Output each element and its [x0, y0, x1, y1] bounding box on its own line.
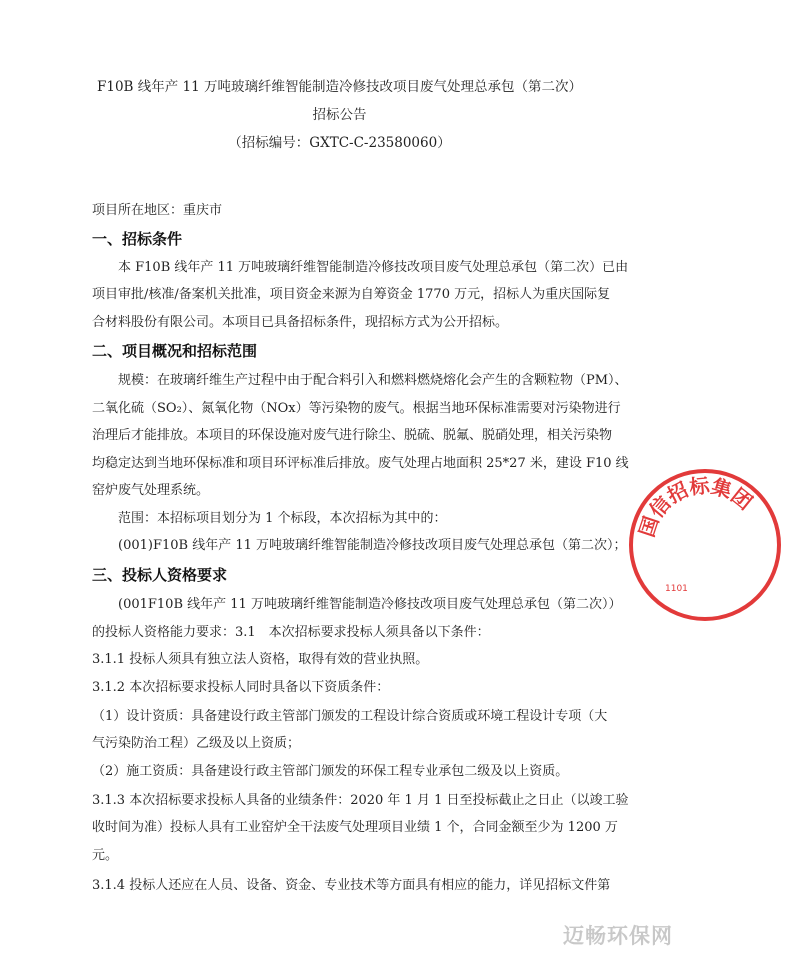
section3-line: 元。 [92, 848, 119, 863]
doc-subtitle: 招标公告 [312, 107, 367, 123]
seal-text: 国信招标集团 [634, 473, 758, 540]
section2-line: 规模：在玻璃纤维生产过程中由于配合料引入和燃料燃烧熔化会产生的含颗粒物（PM）、 [118, 373, 628, 388]
section3-line: 3.1.2 本次招标要求投标人同时具备以下资质条件： [92, 680, 390, 695]
section1-line: 项目审批/核准/备案机关批准，项目资金来源为自筹资金 1770 万元，招标人为重庆国际复 [92, 287, 611, 302]
section2-line: (001)F10B 线年产 11 万吨玻璃纤维智能制造冷修技改项目废气处理总承包（第二次）； [118, 538, 627, 553]
section1-heading: 一、招标条件 [92, 230, 183, 248]
section3-heading: 三、投标人资格要求 [92, 566, 228, 584]
doc-title: F10B 线年产 11 万吨玻璃纤维智能制造冷修技改项目废气处理总承包（第二次） [96, 79, 583, 95]
section3-line: （1）设计资质：具备建设行政主管部门颁发的工程设计综合资质或环境工程设计专项（大 [92, 709, 608, 724]
section2-line: 治理后才能排放。本项目的环保设施对废气进行除尘、脱硫、脱氟、脱硝处理，相关污染物 [92, 428, 613, 443]
section2-line: 范围：本招标项目划分为 1 个标段，本次招标为其中的： [118, 511, 447, 526]
section3-line: 收时间为准）投标人具有工业窑炉全干法废气处理项目业绩 1 个，合同金额至少为 1200 万 [92, 820, 618, 835]
section3-line: 3.1.4 投标人还应在人员、设备、资金、专业技术等方面具有相应的能力，详见招标文件第 [92, 878, 611, 893]
section3-line: （2）施工资质：具备建设行政主管部门颁发的环保工程专业承包二级及以上资质。 [92, 764, 569, 779]
section3-line: (001F10B 线年产 11 万吨玻璃纤维智能制造冷修技改项目废气处理总承包（第二次）） [118, 597, 622, 612]
project-region: 项目所在地区：重庆市 [92, 203, 223, 218]
section3-line: 的投标人资格能力要求：3.1 本次招标要求投标人须具备以下条件： [92, 625, 490, 640]
section3-line: 3.1.3 本次招标要求投标人具备的业绩条件：2020 年 1 月 1 日至投标截止之日止（以竣工验 [92, 793, 629, 808]
section2-line: 均稳定达到当地环保标准和项目环评标准后排放。废气处理占地面积 25*27 米，建设 F10 线 [92, 456, 629, 471]
seal-number: 1101 [665, 584, 688, 594]
tender-number: （招标编号：GXTC-C-23580060） [228, 135, 451, 151]
section2-heading: 二、项目概况和招标范围 [92, 342, 258, 360]
official-seal [625, 465, 785, 625]
section3-line: 3.1.1 投标人须具有独立法人资格，取得有效的营业执照。 [92, 652, 429, 667]
section2-line: 窑炉废气处理系统。 [92, 483, 210, 498]
section3-line: 气污染防治工程）乙级及以上资质； [92, 736, 301, 751]
watermark: 迈畅环保网 [563, 924, 673, 948]
section2-line: 二氧化硫（SO₂）、氮氧化物（NOx）等污染物的废气。根据当地环保标准需要对污染物进行 [92, 401, 621, 416]
section1-line: 本 F10B 线年产 11 万吨玻璃纤维智能制造冷修技改项目废气处理总承包（第二次）已由 [118, 260, 629, 275]
section1-line: 合材料股份有限公司。本项目已具备招标条件，现招标方式为公开招标。 [92, 315, 509, 330]
